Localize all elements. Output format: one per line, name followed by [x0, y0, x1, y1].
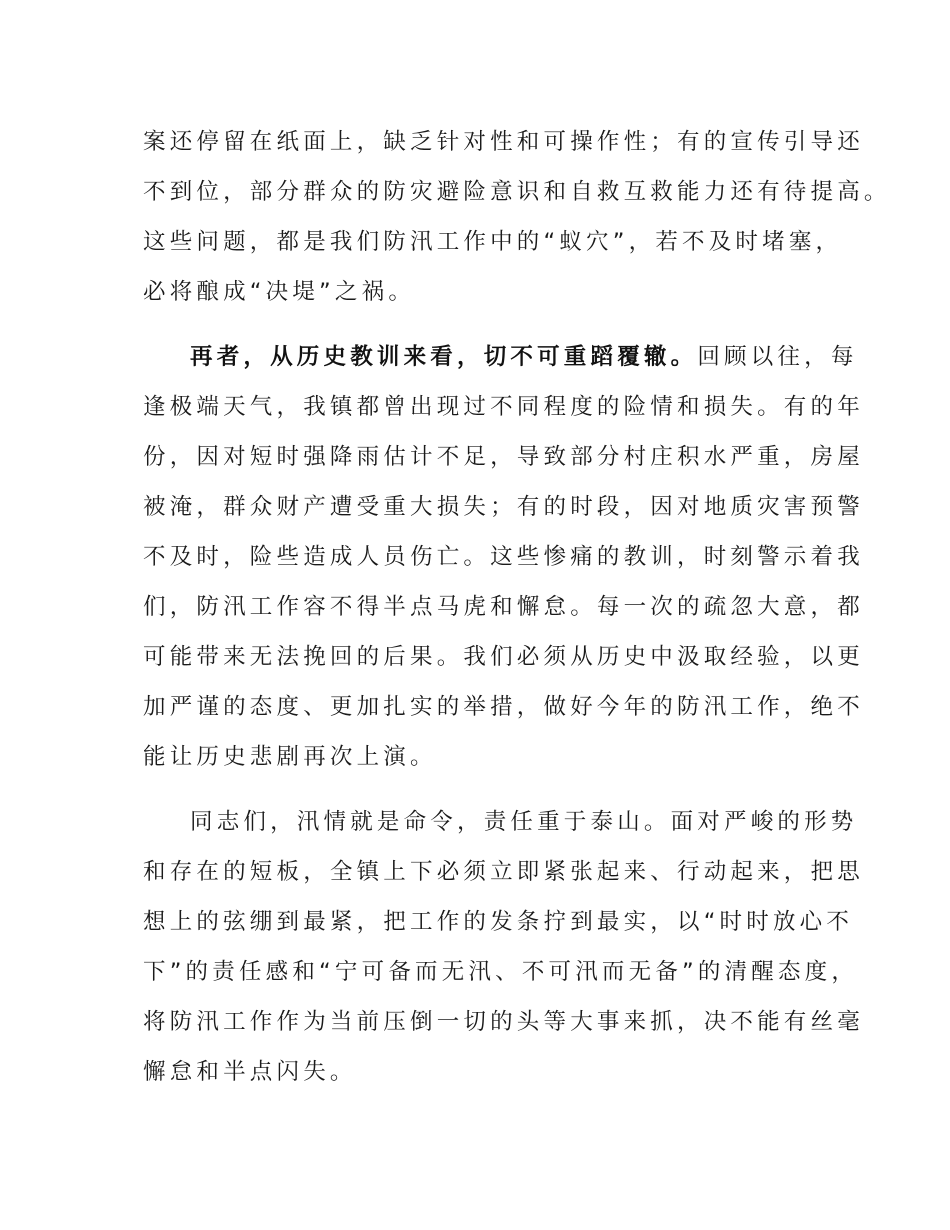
text-line: 不到位，部分群众的防灾避险意识和自救互救能力还有待提高。 [143, 179, 891, 205]
paragraph-lead-bold: 再者，从历史教训来看，切不可重蹈覆辙。 [190, 344, 698, 370]
text-line: 能让历史悲剧再次上演。 [143, 744, 437, 770]
text-line: 加严谨的态度、更加扎实的举措，做好今年的防汛工作，绝不 [143, 694, 864, 720]
text-span: 回顾以往，每 [697, 344, 858, 370]
text-line [190, 342, 858, 372]
text-line: 懈怠和半点闪失。 [143, 1059, 357, 1085]
text-line: 这些问题，都是我们防汛工作中的“蚁穴”，若不及时堵塞， [143, 229, 843, 255]
text-line: 不及时，险些造成人员伤亡。这些惨痛的教训，时刻警示着我 [143, 544, 864, 570]
text-line: 下”的责任感和“宁可备而无汛、不可汛而无备”的清醒态度， [143, 959, 859, 985]
text-line: 和存在的短板，全镇上下必须立即紧张起来、行动起来，把思 [143, 859, 864, 885]
text-line: 可能带来无法挽回的后果。我们必须从历史中汲取经验，以更 [143, 644, 864, 670]
text-line: 案还停留在纸面上，缺乏针对性和可操作性；有的宣传引导还 [143, 129, 864, 155]
text-line: 份，因对短时强降雨估计不足，导致部分村庄积水严重，房屋 [143, 444, 864, 470]
text-line: 被淹，群众财产遭受重大损失；有的时段，因对地质灾害预警 [143, 494, 864, 520]
text-line: 想上的弦绷到最紧，把工作的发条拧到最实，以“时时放心不 [143, 909, 854, 935]
text-line: 将防汛工作作为当前压倒一切的头等大事来抓，决不能有丝毫 [143, 1009, 864, 1035]
text-line: 必将酿成“决堤”之祸。 [143, 279, 416, 305]
text-line: 逢极端天气，我镇都曾出现过不同程度的险情和损失。有的年 [143, 394, 864, 420]
text-line: 同志们，汛情就是命令，责任重于泰山。面对严峻的形势 [190, 809, 858, 835]
text-line: 们，防汛工作容不得半点马虎和懈怠。每一次的疏忽大意，都 [143, 594, 864, 620]
